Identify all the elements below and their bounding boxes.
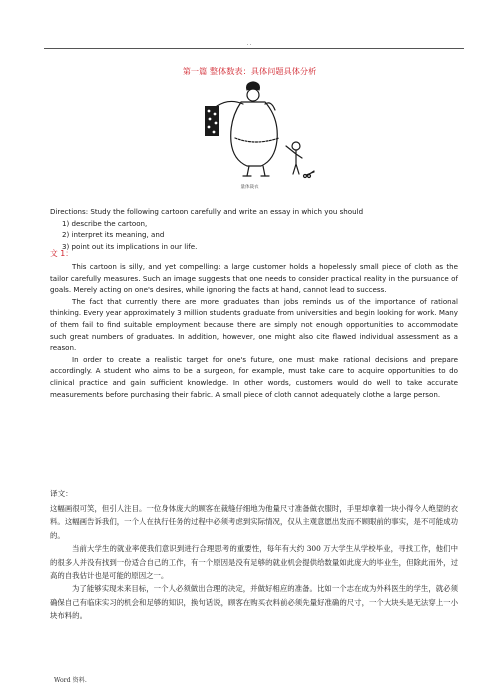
translation-paragraph: 这幅画很可笑，但引人注目。一位身体庞大的顾客在裁缝仔细地为他量尺寸准备做衣服时，手里却拿着一块小得令人绝望的衣料。这幅画告诉我们，一个人在执行任务的过程中必须考虑到实际情况，仅从主观意愿出发而不顾眼前的事实，是不可能成功的。 [50, 504, 458, 540]
directions-item: 1) describe the cartoon, [62, 218, 148, 228]
essay-paragraph: In order to create a realistic target for one's future, one must make rational decisions and prepare accordingly. A student who aims to be a surgeon, for example, must take care to acquire opportunities to do clinical practice and gain sufficient knowledge. In other words, customers would do well to take accurate measurements before purchasing their fabric. A small piece of cloth cannot adequately clothe a large person. [50, 354, 458, 399]
essay-label: 文 1： [50, 249, 74, 258]
essay-paragraph: The fact that currently there are more graduates than jobs reminds us of the importance of rational thinking. Every year approximately 3 million students graduate from universities and begin looking for work. Many of them fail to find suitable employment because there are simply not enough opportunities to accommodate such great numbers of graduates. In addition, however, one might also cite flawed individual assessment as a reason. [50, 296, 458, 353]
directions-intro: Directions: Study the following cartoon carefully and write an essay in which you should [50, 207, 364, 216]
header-mark: .. [246, 40, 253, 47]
directions-item: 2) interpret its meaning, and [62, 230, 165, 240]
essay-paragraph: This cartoon is silly, and yet compelling: a large customer holds a hopelessly small piece of cloth as the tailor carefully measures. Such an image suggests that one needs to consider practical reality in the pursuance of goals. Merely acting on one's desires, while ignoring the facts at hand, cannot lead to success. [50, 262, 458, 295]
footer-text: Word 资料. [54, 677, 87, 684]
directions-block [50, 206, 458, 252]
page-title: 第一篇 整体数表：具体问题具体分析 [182, 66, 317, 76]
translation-body [50, 502, 458, 623]
figure-caption: 量体裁衣 [240, 185, 259, 190]
tailor-cartoon-image [183, 80, 333, 180]
translation-paragraph: 当前大学生的就业率使我们意识到进行合理思考的重要性，每年有大约 300 万大学生从学校毕业，寻找工作，他们中的很多人并没有找到一份适合自己的工作，有一个原因是没有足够的就业机会提供给数量如此庞大的毕业生，但除此而外，过高的自我估计也是可能的原因之一。 [50, 544, 458, 581]
directions-item: 3) point out its implications in our life. [62, 241, 198, 251]
translation-label: 译文： [50, 489, 73, 498]
essay-body [50, 261, 458, 400]
header-rule [44, 48, 464, 49]
translation-paragraph: 为了能够实现未来目标，一个人必须做出合理的决定，并做好相应的准备。比如一个志在成为外科医生的学生，就必须确保自己有临床实习的机会和足够的知识，换句话说，顾客在购买衣料前必须先量好准确的尺寸，一个大块头是无法穿上一小块布料的。 [50, 584, 458, 621]
